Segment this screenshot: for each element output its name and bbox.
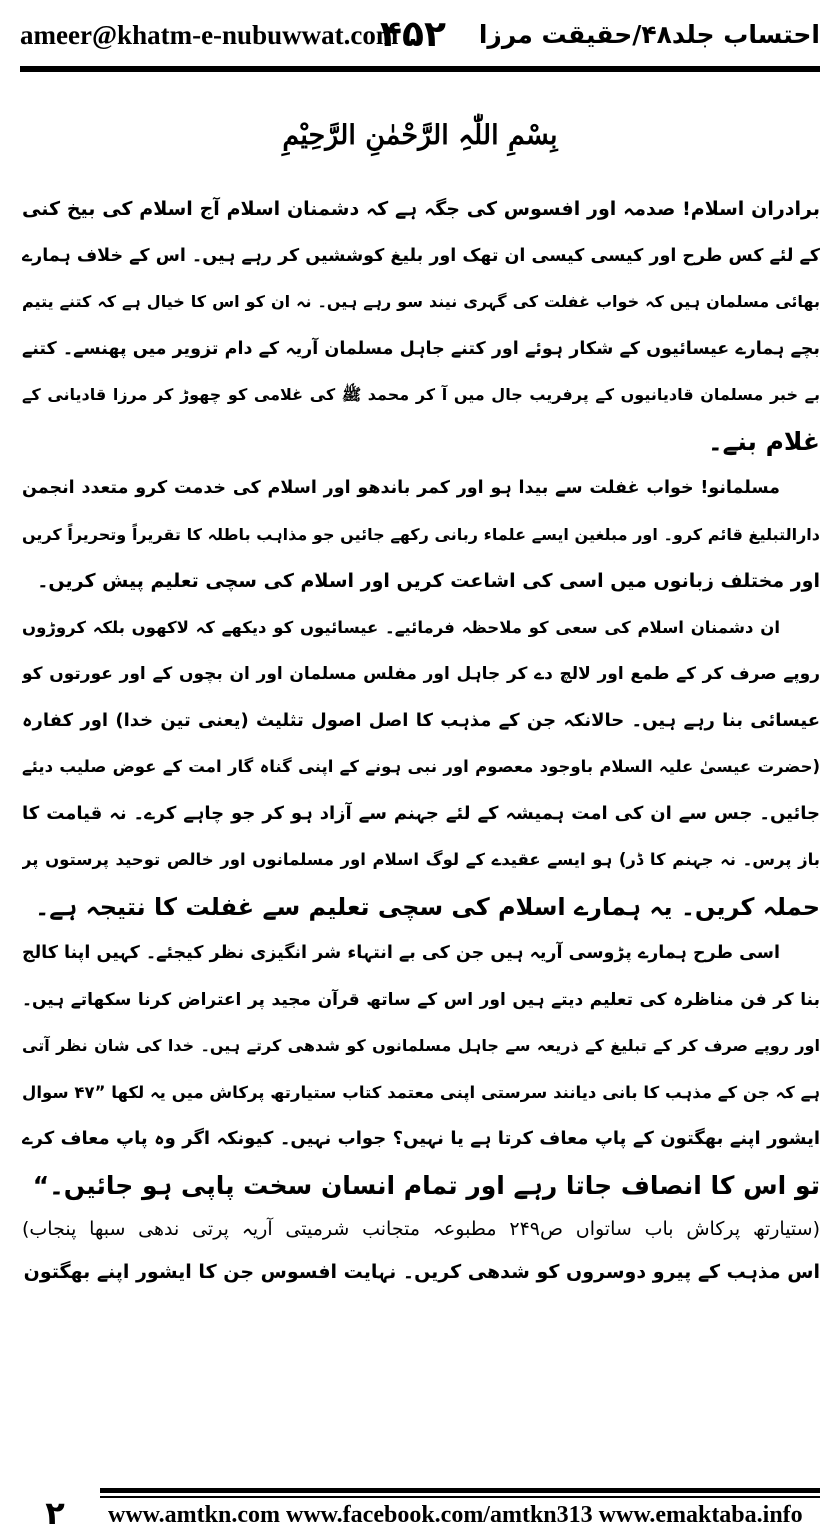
footer-rule-thin bbox=[100, 1496, 820, 1498]
text-line: اسی طرح ہمارے پڑوسی آریہ ہیں جن کی بے انتہاء شر انگیزی نظر کیجئے۔ کہیں اپنا کالج bbox=[22, 943, 780, 963]
text-line: اس مذہب کے پیرو دوسروں کو شدھی کریں۔ نہایت افسوس جن کا ایشور اپنے بھگتون bbox=[23, 1261, 820, 1283]
header-email: ameer@khatm-e-nubuwwat.com bbox=[20, 20, 399, 50]
footer-rule bbox=[100, 1488, 820, 1493]
bismillah-heading: بِسْمِ اللّٰہِ الرَّحْمٰنِ الرَّحِیْمِ bbox=[282, 120, 558, 151]
text-line: دارالتبلیغ قائم کرو۔ اور مبلغین ایسے علماء ربانی رکھے جائیں جو مذاہب باطلہ کا تقریراً وتحریراً کریں bbox=[22, 524, 820, 544]
header-rule bbox=[20, 66, 820, 72]
text-line: اور روپے صرف کر کے تبلیغ کے ذریعہ سے جاہل مسلمانوں کو شدھی کرتے ہیں۔ خدا کی شان نظر آتی bbox=[22, 1036, 820, 1055]
text-line: (حضرت عیسیٰ علیہ السلام باوجود معصوم اور نبی ہونے کے اپنی گناہ گار امت کے عوض صلیب دیئے bbox=[22, 757, 820, 776]
text-line: برادران اسلام! صدمہ اور افسوس کی جگہ ہے کہ دشمنان اسلام آج اسلام کی بیخ کنی bbox=[22, 198, 820, 220]
text-line: جائیں۔ جس سے ان کی امت ہمیشہ کے لئے جہنم سے آزاد ہو کر جو چاہے کرے۔ نہ قیامت کا bbox=[22, 802, 820, 824]
text-line: ایشور اپنے بھگتون کے پاپ معاف کرتا ہے یا نہیں؟ جواب نہیں۔ کیونکہ اگر وہ پاپ معاف کرے bbox=[22, 1128, 820, 1149]
text-line: بچے ہمارے عیسائیوں کے شکار ہوئے اور کتنے جاہل مسلمان آریہ کے دام تزویر میں پھنسے۔ کتنے bbox=[22, 338, 820, 359]
text-line: باز پرس۔ نہ جہنم کا ڈر) ہو ایسے عقیدے کے لوگ اسلام اور مسلمانوں اور خالص توحید پرستوں پر bbox=[22, 850, 820, 869]
text-line: روپے صرف کر کے طمع اور لالچ دے کر جاہل اور مفلس مسلمان اور ان بچوں کے اور عورتوں کو bbox=[22, 664, 820, 684]
text-line: ان دشمنان اسلام کی سعی کو ملاحظہ فرمائیے۔ عیسائیوں کو دیکھے کہ لاکھوں بلکہ کروڑوں bbox=[22, 617, 780, 637]
text-line: عیسائی بنا رہے ہیں۔ حالانکہ جن کے مذہب کا اصل اصول تثلیث (یعنی تین خدا) اور کفارہ bbox=[22, 709, 820, 731]
footer-urls: www.amtkn.com www.facebook.com/amtkn313 www.emaktaba.info bbox=[108, 1502, 803, 1528]
text-line: حملہ کریں۔ یہ ہمارے اسلام کی سچی تعلیم سے غفلت کا نتیجہ ہے۔ bbox=[35, 892, 820, 921]
body-text bbox=[22, 186, 820, 1296]
header-book-title: احتساب جلد۴۸/حقیقت مرزا bbox=[478, 20, 820, 49]
text-line: اور مختلف زبانوں میں اسی کی اشاعت کریں اور اسلام کی سچی تعلیم پیش کریں۔ bbox=[37, 570, 820, 592]
footer-page-number: ۲ bbox=[45, 1494, 65, 1532]
text-line: مسلمانو! خواب غفلت سے بیدا ہو اور کمر باندھو اور اسلام کی خدمت کرو متعدد انجمن bbox=[22, 478, 780, 498]
text-line: بنا کر فن مناظرہ کی تعلیم دیتے ہیں اور اس کے ساتھ قرآن مجید پر اعتراض کرنا سکھاتے ہیں۔ bbox=[22, 989, 820, 1010]
citation-line: (ستیارتھ پرکاش باب ساتواں ص۲۴۹ مطبوعہ متجانب شرمیتی آریہ پرتی ندھی سبھا پنجاب) bbox=[22, 1218, 820, 1240]
text-line: ہے کہ جن کے مذہب کا بانی دیانند سرستی اپنی معتمد کتاب ستیارتھ پرکاش میں یہ لکھا ”۴۷ سوال bbox=[22, 1082, 820, 1102]
text-line: غلام بنے۔ bbox=[708, 426, 820, 456]
header-page-number: ۴۵۲ bbox=[380, 14, 446, 55]
page-header bbox=[0, 0, 840, 66]
text-line: تو اس کا انصاف جاتا رہے اور تمام انسان سخت پاپی ہو جائیں۔“ bbox=[32, 1170, 820, 1200]
text-line: بھائی مسلمان ہیں کہ خواب غفلت کی گہری نیند سو رہے ہیں۔ نہ ان کو اس کا خیال ہے کہ کتنے یتیم bbox=[22, 292, 820, 311]
text-line: بے خبر مسلمان قادیانیوں کے پرفریب جال میں آ کر محمد ﷺ کی غلامی کو چھوڑ کر مرزا قادیانی کے bbox=[22, 385, 820, 404]
text-line: کے لئے کس طرح اور کیسی کیسی ان تھک اور بلیغ کوششیں کر رہے ہیں۔ اس کے خلاف ہمارے bbox=[22, 245, 820, 266]
